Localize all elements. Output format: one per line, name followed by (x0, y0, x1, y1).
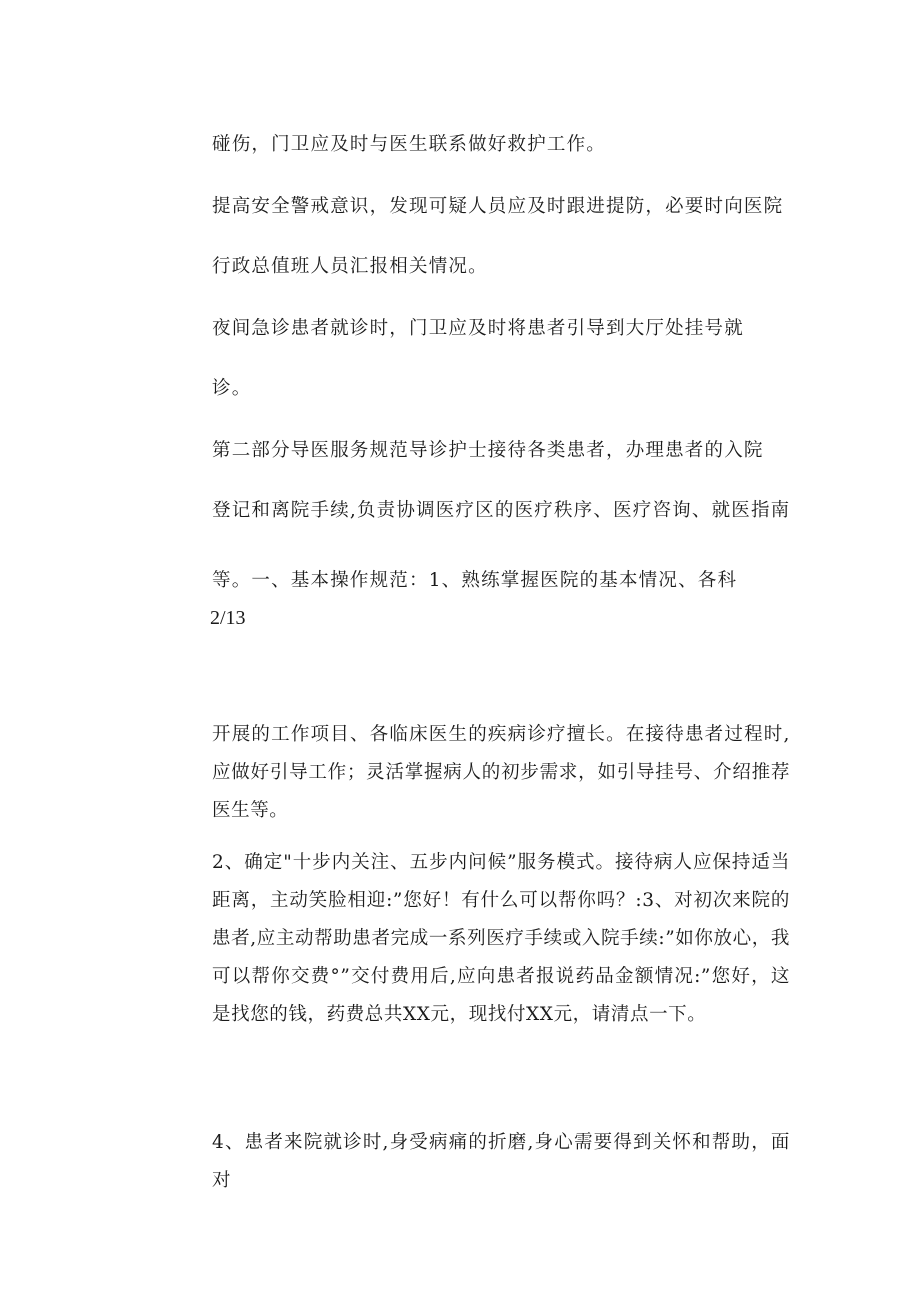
text-line-5: 诊。 (212, 378, 252, 399)
text-line-7: 登记和离院手续,负责协调医疗区的医疗秩序、医疗咨询、就医指南 (212, 500, 791, 521)
text-line-8: 等。一、基本操作规范：1、熟练掌握医院的基本情况、各科 (212, 570, 738, 591)
text-line-3: 行政总值班人员汇报相关情况。 (212, 256, 488, 277)
paragraph-2: 2、确定"十步内关注、五步内问候”服务模式。接待病人应保持适当距离，主动笑脸相迎:”您好！有什么可以帮你吗？:3、对初次来院的患者,应主动帮助患者完成一系列医疗手续或入院手续:”如你放心，我可以帮你交费°”交付费用后,应向患者报说药品金额情况:”您好，这是找您的钱，药费总共XX元，现找付XX元，请清点一下。 (212, 852, 790, 1025)
text-line-4: 夜间急诊患者就诊时，门卫应及时将患者引导到大厅处挂号就 (212, 318, 744, 339)
page-number: 2/13 (210, 607, 246, 629)
paragraph-3: 4、患者来院就诊时,身受病痛的折磨,身心需要得到关怀和帮助，面对 (212, 1132, 790, 1191)
text-line-2: 提高安全警戒意识，发现可疑人员应及时跟进提防，必要时向医院 (212, 196, 784, 217)
paragraph-1: 开展的工作项目、各临床医生的疾病诊疗擅长。在接待患者过程时,应做好引导工作；灵活掌握病人的初步需求，如引导挂号、介绍推荐医生等。 (212, 724, 790, 821)
text-line-6: 第二部分导医服务规范导诊护士接待各类患者，办理患者的入院 (212, 440, 764, 461)
text-line-1: 碰伤，门卫应及时与医生联系做好救护工作。 (212, 134, 607, 155)
